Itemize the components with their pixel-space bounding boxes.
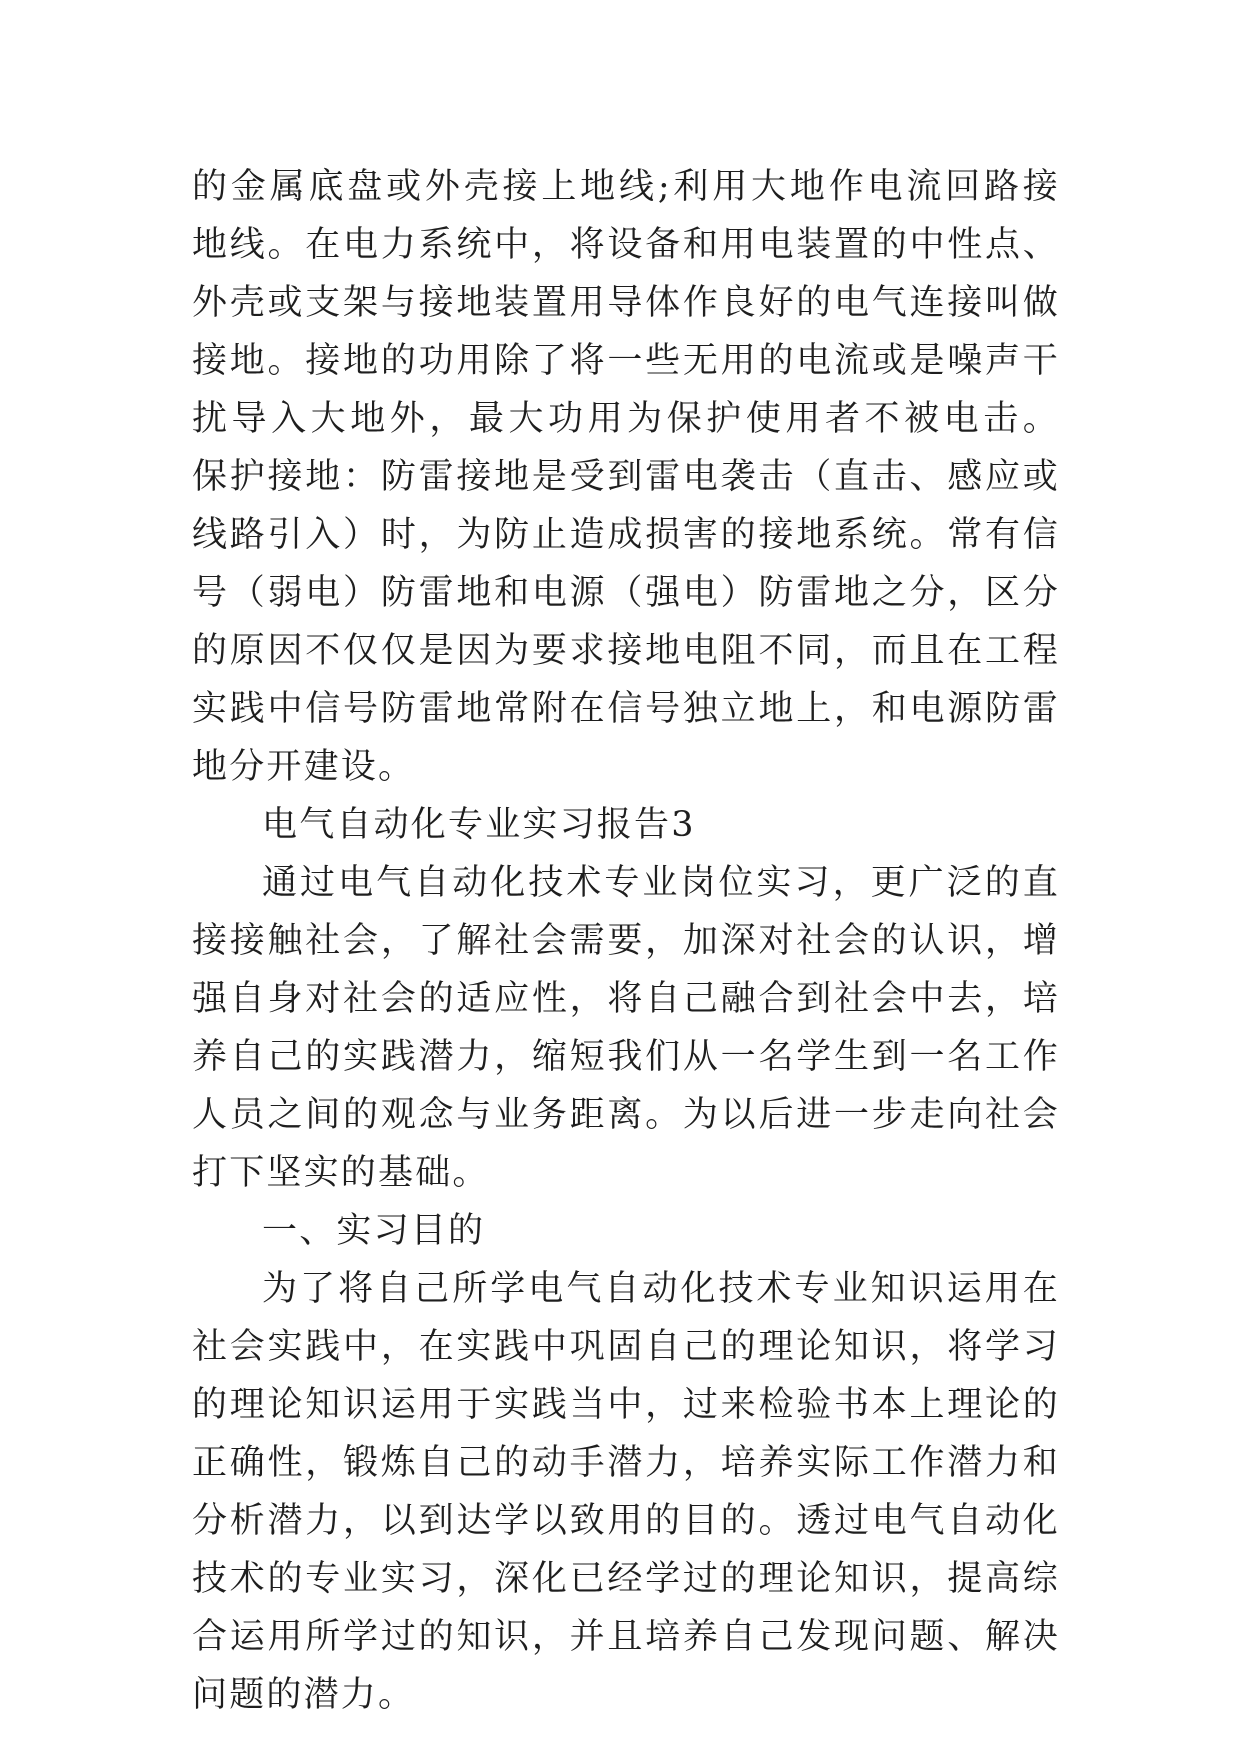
section-heading-report-3: 电气自动化专业实习报告3 bbox=[262, 805, 696, 845]
paragraph-internship-intro: 通过电气自动化技术专业岗位实习，更广泛的直接接触社会，了解社会需要，加深对社会的认识，增强自身对社会的适应性，将自己融合到社会中去，培养自己的实践潜力，缩短我们从一名学生到一名工作人员之间的观念与业务距离。为以后进一步走向社会打下坚实的基础。 bbox=[192, 863, 1060, 1193]
paragraph-internship-purpose: 为了将自己所学电气自动化技术专业知识运用在社会实践中，在实践中巩固自己的理论知识，将学习的理论知识运用于实践当中，过来检验书本上理论的正确性，锻炼自己的动手潜力，培养实际工作潜力和分析潜力，以到达学以致用的目的。透过电气自动化技术的专业实习，深化已经学过的理论知识，提高综合运用所学过的知识，并且培养自己发现问题、解决问题的潜力。 bbox=[192, 1269, 1060, 1715]
paragraph-grounding-definition: 的金属底盘或外壳接上地线;利用大地作电流回路接地线。在电力系统中，将设备和用电装置的中性点、外壳或支架与接地装置用导体作良好的电气连接叫做接地。接地的功用除了将一些无用的电流或是噪声干扰导入大地外，最大功用为保护使用者不被电击。 保护接地：防雷接地是受到雷电袭击（直击、感应或线路引入）时，为防止造成损害的接地系统。常有信号（弱电）防雷地和电源（强电）防雷地之分，区分的原因不仅仅是因为要求接地电阻不同，而且在工程实践中信号防雷地常附在信号独立地上，和电源防雷地分开建设。 bbox=[192, 167, 1060, 787]
section-heading-internship-purpose: 一、实习目的 bbox=[262, 1211, 486, 1251]
document-body bbox=[192, 158, 1060, 1724]
